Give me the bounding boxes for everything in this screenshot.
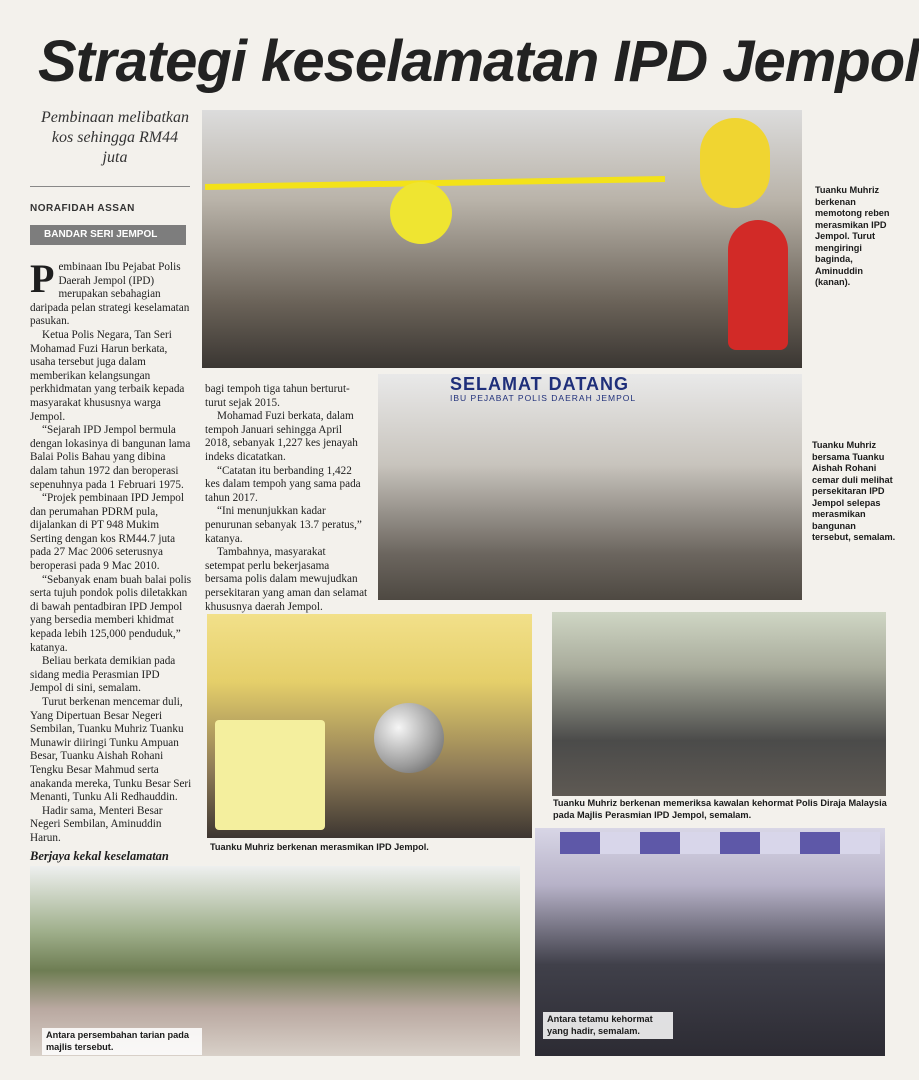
paragraph: bagi tempoh tiga tahun berturut-turut sejak 2015.: [205, 383, 350, 409]
caption-photo-2: Tuanku Muhriz bersama Tuanku Aishah Rohani cemar duli melihat persekitaran IPD Jempol selepas merasmikan bangunan tersebut, semalam.: [812, 440, 896, 542]
byline: NORAFIDAH ASSAN: [30, 203, 135, 214]
section-subtitle: Berjaya kekal keselamatan: [30, 848, 169, 863]
dateline-badge: BANDAR SERI JEMPOL: [30, 225, 186, 245]
welcome-sign-subtitle: IBU PEJABAT POLIS DAERAH JEMPOL: [450, 393, 637, 403]
balloon-decoration: [700, 118, 770, 208]
paragraph: Beliau berkata demikian pada sidang media Perasmian IPD Jempol di sini, semalam.: [30, 655, 176, 695]
paragraph: Turut berkenan mencemar duli, Yang Dipertuan Besar Negeri Sembilan, Tuanku Muhriz Tuanku Munawir diiringi Tunku Ampuan Besar, Tuanku Aishah Rohani Tengku Besar Mahmud serta anakanda mereka, Tunku Besar Seri Menanti, Tunku Ali Redhauddin.: [30, 696, 192, 804]
plaque-stand: [215, 720, 325, 830]
welcome-sign: SELAMAT DATANG: [450, 374, 629, 394]
drop-cap: P: [30, 256, 55, 301]
paragraph: “Ini menunjukkan kadar penurunan sebanyak 13.7 peratus,” katanya.: [205, 505, 362, 545]
caption-photo-3: Tuanku Muhriz berkenan merasmikan IPD Jempol.: [210, 842, 429, 852]
subheadline: Pembinaan melibatkan kos sehingga RM44 juta: [41, 109, 189, 166]
paragraph-1: Pembinaan Ibu Pejabat Polis Daerah Jempol (IPD) merupakan sebahagian daripada pelan strategi keselamatan pasukan.: [30, 256, 190, 328]
tent-canopy: [560, 832, 880, 854]
paragraph: Tambahnya, masyarakat setempat perlu bekerjasama bersama polis dalam mewujudkan persekitaran yang aman dan selamat khususnya daerah Jempol.: [205, 546, 368, 613]
article-column-2: [205, 383, 368, 613]
paragraph: “Sebanyak enam buah balai polis serta tujuh pondok polis diletakkan di bawah pentadbiran IPD Jempol yang bersedia memberi khidmat kepada lebih 125,000 penduduk,” katanya.: [30, 573, 192, 654]
photo-guard-of-honour: [552, 612, 886, 796]
divider: [30, 186, 190, 187]
paragraph: “Catatan itu berbanding 1,422 kes dalam tempoh yang sama pada tahun 2017.: [205, 464, 361, 504]
paragraph: Hadir sama, Menteri Besar Negeri Sembilan, Aminuddin Harun.: [30, 804, 163, 844]
paragraph: “Projek pembinaan IPD Jempol dan perumahan PDRM pula, dijalankan di PT 948 Mukim Serting dengan kos RM44.7 juta pada 27 Mac 2006 seterusnya beroperasi pada 9 Mac 2010.: [30, 492, 184, 573]
caption-photo-5: Antara persembahan tarian pada majlis tersebut.: [42, 1028, 202, 1055]
caption-photo-4: Tuanku Muhriz berkenan memeriksa kawalan kehormat Polis Diraja Malaysia pada Majlis Perasmian IPD Jempol, semalam.: [553, 798, 887, 820]
paragraph: “Sejarah IPD Jempol bermula dengan lokasinya di bangunan lama Balai Polis Bahau yang dibina dalam tahun 1972 dan beroperasi sepenuhnya pada 1 Februari 1975.: [30, 424, 191, 491]
paragraph: Mohamad Fuzi berkata, dalam tempoh Januari sehingga April 2018, sebanyak 1,227 kes jenayah indeks dicatatkan.: [205, 410, 358, 463]
ribbon-bow: [390, 182, 452, 244]
crystal-globe: [374, 703, 444, 773]
caption-photo-6: Antara tetamu kehormat yang hadir, semalam.: [543, 1012, 673, 1039]
headline: Strategi keselamatan IPD Jempol: [38, 29, 919, 94]
photo-building-tour: [378, 374, 802, 600]
caption-photo-1: Tuanku Muhriz berkenan memotong reben merasmikan IPD Jempol. Turut mengiringi baginda, Aminuddin (kanan).: [815, 185, 890, 287]
article-column-1: [30, 256, 192, 878]
balloon-decoration: [728, 220, 788, 350]
paragraph: Ketua Polis Negara, Tan Seri Mohamad Fuzi Harun berkata, usaha tersebut juga dalam memberikan kelangsungan perkhidmatan yang terbaik kepada masyarakat khususnya warga Jempol.: [30, 328, 185, 423]
